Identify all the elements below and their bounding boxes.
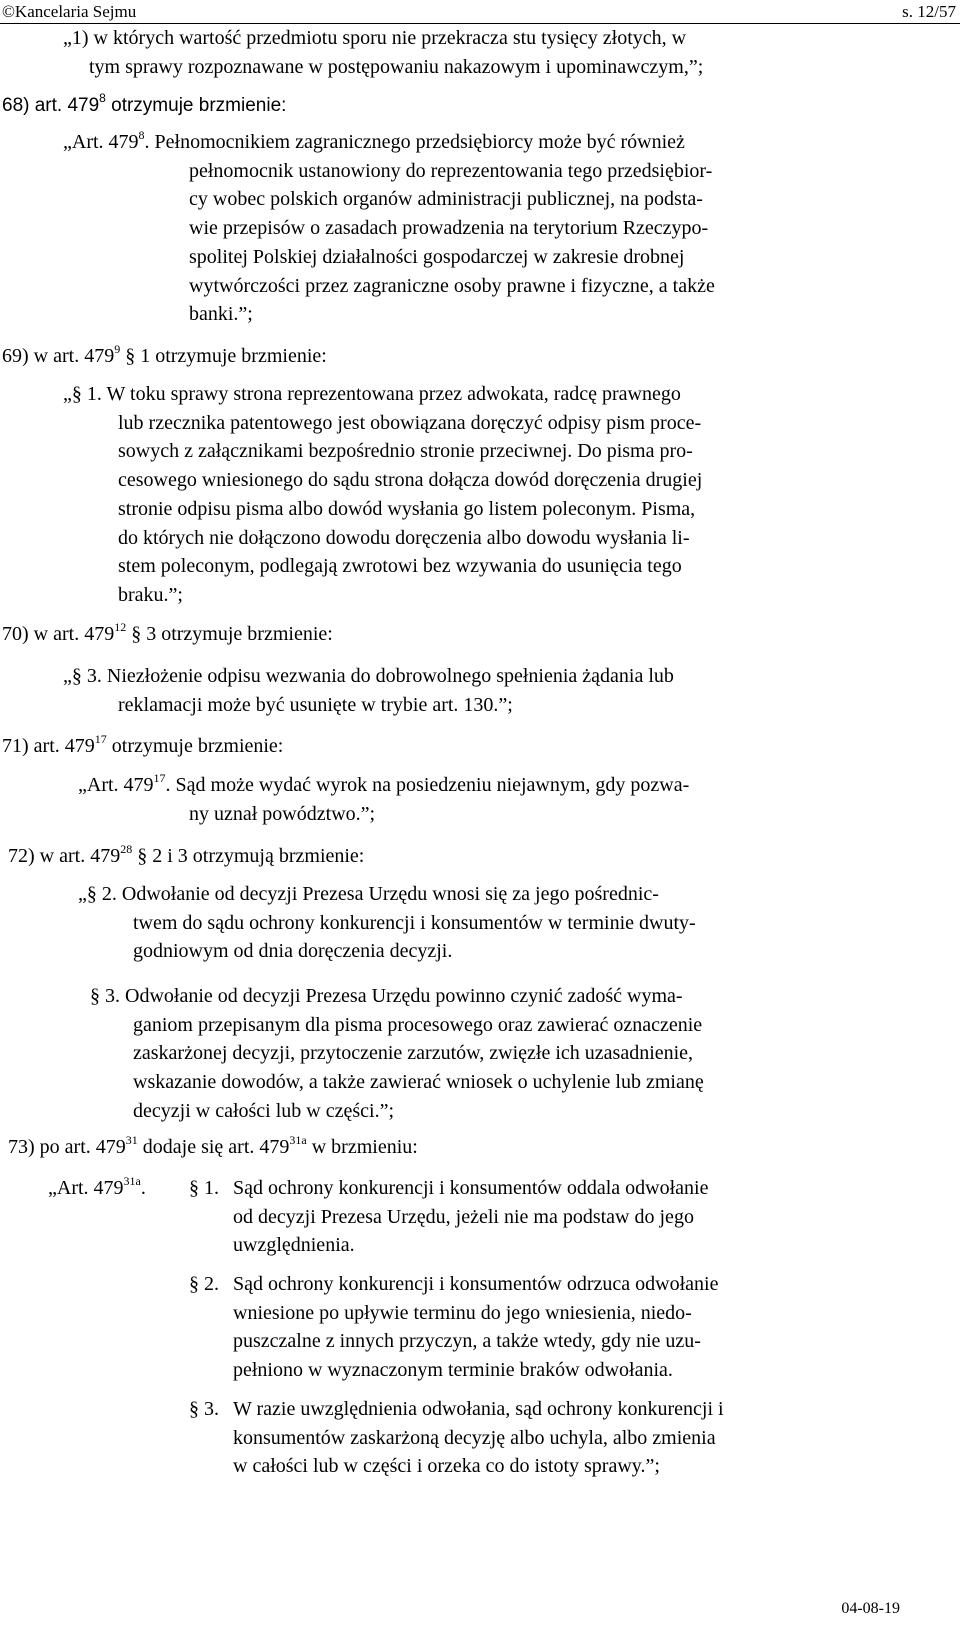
header-source: ©Kancelaria Sejmu [2,2,137,21]
text-line: wytwórczości przez zagraniczne osoby prawne i fizyczne, a także [189,274,715,297]
text-line: wskazanie dowodów, a także zawierać wniosek o uchylenie lub zmianę [133,1071,704,1094]
text-line: lub rzecznika patentowego jest obowiązana doręczyć odpisy pism proce- [118,411,702,434]
art-479-28-par-3-body [133,1011,843,1126]
item-69-heading: 69) w art. $479^9$ § 1 otrzymuje brzmienie: [2,342,327,367]
text-line: do których nie dołączono dowodu doręczenia albo dowodu wysłania li- [118,526,690,549]
art-479-28-par-2-quote [78,880,843,909]
text-line: zaskarżonej decyzji, przytoczenie zarzutów, zwięzłe ich uzasadnienie, [133,1042,694,1065]
text-line: pełniono w wyznaczonym terminie braków odwołania. [233,1359,673,1382]
item-68-post: otrzymuje brzmienie: [105,95,287,116]
item-68-pre: 68) art. 479 [2,95,100,116]
text-line: Sąd może wydać wyrok na posiedzeniu niejawnym, gdy pozwa- [175,774,690,796]
text-line: wie przepisów o zasadach prowadzenia na terytorium Rzeczypo- [189,217,709,240]
text-line: „§ 1. W toku sprawy strona reprezentowana przez adwokata, radcę prawnego [63,383,681,405]
text-line: pełnomocnik ustanowiony do reprezentowania tego przedsiębior- [189,159,713,182]
art-479-8-head: „Art. $479^8$. [63,128,150,153]
text-line: tym sprawy rozpoznawane w postępowaniu nakazowym i upominawczym,”; [89,55,704,78]
text-line: od decyzji Prezesa Urzędu, jeżeli nie ma podstaw do jego [233,1205,694,1228]
text-line: puszczalne z innych przyczyn, a także wtedy, gdy nie uzu- [233,1330,701,1353]
text-line: „1) w których wartość przedmiotu sporu nie przekracza stu tysięcy złotych, w [63,27,687,49]
item-71-heading: 71) art. $479^{17}$ otrzymuje brzmienie: [2,732,284,757]
art-479-17-body [189,800,843,829]
art-479-31a-par-1-num: § 1. [189,1177,219,1199]
art-479-8-quote [63,128,843,157]
art-479-9-par-1-body [118,409,843,610]
header-page-number: s. 12/57 [902,2,956,21]
art-479-31a-par-3-body [233,1395,843,1481]
text-line: braku.”; [118,583,183,606]
footer-date: 04-08-19 [841,1600,900,1617]
text-line: Sąd ochrony konkurencji i konsumentów oddala odwołanie [233,1177,709,1199]
item-70-heading: 70) w art. $479^{12}$ § 3 otrzymuje brzmienie: [2,620,333,645]
text-line: cesowego wniesionego do sądu strona dołącza dowód doręczenia drugiej [118,469,703,492]
item-68-sup: 8 [99,91,106,105]
text-line: Pełnomocnikiem zagranicznego przedsiębiorcy może być również [154,131,685,153]
text-line: twem do sądu ochrony konkurencji i konsumentów w terminie dwuty- [133,911,696,934]
text-line: sowych z załącznikami bezpośrednio stronie przeciwnej. Do pisma pro- [118,440,693,463]
text-line: banki.”; [189,303,253,326]
text-line: wniesione po upływie terminu do jego wniesienia, niedo- [233,1301,692,1324]
art-479-31a-par-2-body [233,1270,843,1385]
text-line: stronie odpisu pisma albo dowód wysłania go listem poleconym. Pisma, [118,497,696,520]
art-479-28-par-3-quote [90,982,843,1011]
text-line: reklamacji może być usunięte w trybie art. 130.”; [118,693,513,716]
text-line: stem poleconym, podlegają zwrotowi bez wzywania do usunięcia tego [118,555,682,578]
art-479-31a-head: „Art. $479^{31a}$. [48,1174,146,1199]
text-line: W razie uwzględnienia odwołania, sąd ochrony konkurencji i [233,1398,724,1420]
art-479-9-par-1-quote [63,380,843,409]
art-479-12-par-3-quote [63,662,843,691]
art-479-28-par-2-body [133,909,843,966]
text-line: uwzględnienia. [233,1234,355,1257]
item-68-heading [2,92,286,121]
art-479-12-par-3-body [118,691,843,720]
text-line: Sąd ochrony konkurencji i konsumentów odrzuca odwołanie [233,1273,719,1295]
text-line: cy wobec polskich organów administracji publicznej, na podsta- [189,188,703,211]
text-line: konsumentów zaskarżoną decyzję albo uchyla, albo zmienia [233,1426,716,1449]
item-continuation [63,24,863,81]
text-line: w całości lub w części i orzeka co do istoty sprawy.”; [233,1455,660,1478]
art-479-17-head: „Art. $479^{17}$. [78,771,171,796]
item-72-heading: 72) w art. $479^{28}$ § 2 i 3 otrzymują brzmienie: [8,842,365,867]
text-line: ny uznał powództwo.”; [189,802,376,825]
text-line: § 3. Odwołanie od decyzji Prezesa Urzędu powinno czynić zadość wyma- [90,985,683,1007]
art-479-17-quote [78,771,843,800]
text-line: spolitej Polskiej działalności gospodarczej w zakresie drobnej [189,245,685,268]
text-line: „§ 2. Odwołanie od decyzji Prezesa Urzędu wnosi się za jego pośrednic- [78,883,659,905]
text-line: ganiom przepisanym dla pisma procesowego oraz zawierać oznaczenie [133,1013,703,1036]
item-73-heading: 73) po art. $479^{31}$ dodaje się art. $479^{31a}$ w brzmieniu: [8,1133,418,1158]
text-line: godniowym od dnia doręczenia decyzji. [133,940,453,963]
art-479-31a-par-3-num: § 3. [189,1398,219,1420]
art-479-31a-par-2-num: § 2. [189,1273,219,1295]
art-479-8-body [189,157,843,329]
text-line: „§ 3. Niezłożenie odpisu wezwania do dobrowolnego spełnienia żądania lub [63,665,674,687]
art-479-31a-par-1-body [233,1174,843,1260]
text-line: decyzji w całości lub w części.”; [133,1099,394,1122]
